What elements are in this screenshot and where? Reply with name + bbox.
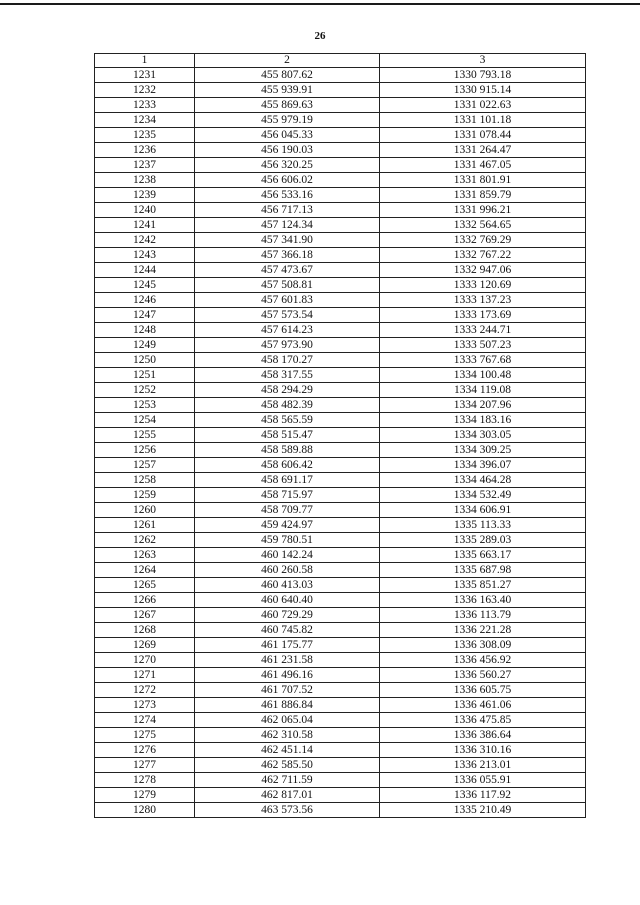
cell-point-number: 1260	[95, 503, 195, 518]
cell-y-coordinate: 1336 308.09	[380, 638, 586, 653]
cell-y-coordinate: 1335 289.03	[380, 533, 586, 548]
cell-point-number: 1264	[95, 563, 195, 578]
cell-x-coordinate: 457 573.54	[195, 308, 380, 323]
cell-y-coordinate: 1331 264.47	[380, 143, 586, 158]
cell-x-coordinate: 458 565.59	[195, 413, 380, 428]
cell-point-number: 1248	[95, 323, 195, 338]
cell-point-number: 1252	[95, 383, 195, 398]
cell-x-coordinate: 460 142.24	[195, 548, 380, 563]
cell-x-coordinate: 458 709.77	[195, 503, 380, 518]
cell-point-number: 1254	[95, 413, 195, 428]
cell-y-coordinate: 1336 221.28	[380, 623, 586, 638]
cell-y-coordinate: 1334 309.25	[380, 443, 586, 458]
cell-point-number: 1276	[95, 743, 195, 758]
table-row	[95, 773, 586, 788]
cell-x-coordinate: 458 170.27	[195, 353, 380, 368]
cell-y-coordinate: 1332 767.22	[380, 248, 586, 263]
cell-point-number: 1244	[95, 263, 195, 278]
cell-point-number: 1277	[95, 758, 195, 773]
cell-x-coordinate: 461 707.52	[195, 683, 380, 698]
cell-point-number: 1236	[95, 143, 195, 158]
cell-y-coordinate: 1336 213.01	[380, 758, 586, 773]
table-row	[95, 113, 586, 128]
cell-point-number: 1261	[95, 518, 195, 533]
table-row	[95, 413, 586, 428]
table-row	[95, 158, 586, 173]
table-row	[95, 503, 586, 518]
cell-x-coordinate: 458 317.55	[195, 368, 380, 383]
table-row	[95, 698, 586, 713]
cell-point-number: 1241	[95, 218, 195, 233]
cell-y-coordinate: 1335 663.17	[380, 548, 586, 563]
cell-x-coordinate: 460 745.82	[195, 623, 380, 638]
top-rule	[0, 3, 640, 5]
cell-point-number: 1269	[95, 638, 195, 653]
cell-x-coordinate: 459 780.51	[195, 533, 380, 548]
cell-y-coordinate: 1335 113.33	[380, 518, 586, 533]
cell-point-number: 1235	[95, 128, 195, 143]
cell-y-coordinate: 1331 022.63	[380, 98, 586, 113]
cell-point-number: 1278	[95, 773, 195, 788]
cell-y-coordinate: 1330 793.18	[380, 68, 586, 83]
table-row	[95, 428, 586, 443]
table-row	[95, 338, 586, 353]
cell-point-number: 1232	[95, 83, 195, 98]
cell-point-number: 1239	[95, 188, 195, 203]
table-row	[95, 563, 586, 578]
table-row	[95, 143, 586, 158]
cell-y-coordinate: 1334 464.28	[380, 473, 586, 488]
table-row	[95, 233, 586, 248]
table-row	[95, 173, 586, 188]
cell-x-coordinate: 456 320.25	[195, 158, 380, 173]
cell-x-coordinate: 462 065.04	[195, 713, 380, 728]
table-row	[95, 263, 586, 278]
cell-y-coordinate: 1336 461.06	[380, 698, 586, 713]
cell-y-coordinate: 1336 475.85	[380, 713, 586, 728]
cell-y-coordinate: 1334 396.07	[380, 458, 586, 473]
cell-y-coordinate: 1333 767.68	[380, 353, 586, 368]
cell-x-coordinate: 455 869.63	[195, 98, 380, 113]
cell-x-coordinate: 459 424.97	[195, 518, 380, 533]
cell-y-coordinate: 1331 078.44	[380, 128, 586, 143]
cell-x-coordinate: 457 473.67	[195, 263, 380, 278]
cell-x-coordinate: 462 310.58	[195, 728, 380, 743]
cell-x-coordinate: 461 175.77	[195, 638, 380, 653]
table-row	[95, 188, 586, 203]
cell-x-coordinate: 460 413.03	[195, 578, 380, 593]
cell-x-coordinate: 462 817.01	[195, 788, 380, 803]
cell-point-number: 1234	[95, 113, 195, 128]
cell-y-coordinate: 1336 560.27	[380, 668, 586, 683]
table-row	[95, 608, 586, 623]
cell-x-coordinate: 458 294.29	[195, 383, 380, 398]
cell-y-coordinate: 1331 859.79	[380, 188, 586, 203]
cell-y-coordinate: 1336 605.75	[380, 683, 586, 698]
cell-point-number: 1249	[95, 338, 195, 353]
cell-point-number: 1271	[95, 668, 195, 683]
cell-point-number: 1274	[95, 713, 195, 728]
table-row	[95, 323, 586, 338]
cell-x-coordinate: 462 451.14	[195, 743, 380, 758]
cell-x-coordinate: 462 585.50	[195, 758, 380, 773]
cell-x-coordinate: 455 807.62	[195, 68, 380, 83]
cell-x-coordinate: 457 614.23	[195, 323, 380, 338]
cell-x-coordinate: 456 045.33	[195, 128, 380, 143]
cell-x-coordinate: 458 515.47	[195, 428, 380, 443]
cell-point-number: 1231	[95, 68, 195, 83]
cell-y-coordinate: 1336 386.64	[380, 728, 586, 743]
cell-point-number: 1272	[95, 683, 195, 698]
cell-point-number: 1257	[95, 458, 195, 473]
cell-point-number: 1265	[95, 578, 195, 593]
table-row	[95, 743, 586, 758]
column-header-y: 3	[380, 54, 586, 68]
cell-x-coordinate: 455 979.19	[195, 113, 380, 128]
cell-y-coordinate: 1334 119.08	[380, 383, 586, 398]
cell-y-coordinate: 1334 100.48	[380, 368, 586, 383]
table-row	[95, 803, 586, 818]
cell-y-coordinate: 1335 687.98	[380, 563, 586, 578]
cell-point-number: 1237	[95, 158, 195, 173]
cell-point-number: 1242	[95, 233, 195, 248]
cell-point-number: 1258	[95, 473, 195, 488]
cell-point-number: 1247	[95, 308, 195, 323]
table-row	[95, 353, 586, 368]
cell-point-number: 1263	[95, 548, 195, 563]
table-row	[95, 533, 586, 548]
cell-y-coordinate: 1333 137.23	[380, 293, 586, 308]
table-row	[95, 98, 586, 113]
cell-x-coordinate: 457 341.90	[195, 233, 380, 248]
table-row	[95, 653, 586, 668]
cell-y-coordinate: 1334 532.49	[380, 488, 586, 503]
cell-point-number: 1256	[95, 443, 195, 458]
cell-x-coordinate: 456 606.02	[195, 173, 380, 188]
cell-point-number: 1267	[95, 608, 195, 623]
cell-point-number: 1246	[95, 293, 195, 308]
cell-x-coordinate: 460 640.40	[195, 593, 380, 608]
table-row	[95, 128, 586, 143]
cell-x-coordinate: 456 190.03	[195, 143, 380, 158]
cell-y-coordinate: 1332 769.29	[380, 233, 586, 248]
table-row	[95, 623, 586, 638]
cell-x-coordinate: 458 691.17	[195, 473, 380, 488]
table-row	[95, 293, 586, 308]
table-row	[95, 398, 586, 413]
cell-point-number: 1259	[95, 488, 195, 503]
cell-point-number: 1270	[95, 653, 195, 668]
table-row	[95, 713, 586, 728]
cell-point-number: 1266	[95, 593, 195, 608]
table-row	[95, 278, 586, 293]
page-number: 26	[314, 30, 326, 42]
cell-x-coordinate: 457 508.81	[195, 278, 380, 293]
cell-y-coordinate: 1334 606.91	[380, 503, 586, 518]
table-row	[95, 758, 586, 773]
cell-x-coordinate: 457 124.34	[195, 218, 380, 233]
cell-x-coordinate: 461 886.84	[195, 698, 380, 713]
cell-y-coordinate: 1336 117.92	[380, 788, 586, 803]
table-row	[95, 638, 586, 653]
column-header-x: 2	[195, 54, 380, 68]
cell-y-coordinate: 1330 915.14	[380, 83, 586, 98]
cell-point-number: 1275	[95, 728, 195, 743]
table-row	[95, 788, 586, 803]
cell-point-number: 1251	[95, 368, 195, 383]
cell-x-coordinate: 461 496.16	[195, 668, 380, 683]
table-row	[95, 383, 586, 398]
cell-y-coordinate: 1334 207.96	[380, 398, 586, 413]
table-row	[95, 368, 586, 383]
cell-x-coordinate: 457 366.18	[195, 248, 380, 263]
cell-point-number: 1253	[95, 398, 195, 413]
cell-y-coordinate: 1332 564.65	[380, 218, 586, 233]
cell-y-coordinate: 1334 303.05	[380, 428, 586, 443]
table-row	[95, 83, 586, 98]
table-row	[95, 548, 586, 563]
cell-point-number: 1240	[95, 203, 195, 218]
cell-point-number: 1250	[95, 353, 195, 368]
cell-x-coordinate: 456 717.13	[195, 203, 380, 218]
table-row	[95, 458, 586, 473]
cell-y-coordinate: 1331 996.21	[380, 203, 586, 218]
cell-x-coordinate: 460 260.58	[195, 563, 380, 578]
table-row	[95, 488, 586, 503]
cell-x-coordinate: 463 573.56	[195, 803, 380, 818]
table-row	[95, 668, 586, 683]
cell-y-coordinate: 1331 467.05	[380, 158, 586, 173]
table-row	[95, 68, 586, 83]
column-header-point-number: 1	[95, 54, 195, 68]
cell-x-coordinate: 458 606.42	[195, 458, 380, 473]
cell-x-coordinate: 457 973.90	[195, 338, 380, 353]
coordinates-table	[94, 53, 586, 818]
table-row	[95, 578, 586, 593]
cell-point-number: 1280	[95, 803, 195, 818]
table-row	[95, 203, 586, 218]
cell-x-coordinate: 458 482.39	[195, 398, 380, 413]
cell-y-coordinate: 1336 113.79	[380, 608, 586, 623]
table-row	[95, 308, 586, 323]
cell-y-coordinate: 1332 947.06	[380, 263, 586, 278]
cell-y-coordinate: 1336 055.91	[380, 773, 586, 788]
cell-y-coordinate: 1333 173.69	[380, 308, 586, 323]
table-row	[95, 248, 586, 263]
cell-y-coordinate: 1334 183.16	[380, 413, 586, 428]
cell-y-coordinate: 1335 851.27	[380, 578, 586, 593]
cell-x-coordinate: 461 231.58	[195, 653, 380, 668]
cell-point-number: 1273	[95, 698, 195, 713]
table-body	[95, 68, 586, 818]
table-row	[95, 473, 586, 488]
cell-x-coordinate: 460 729.29	[195, 608, 380, 623]
cell-y-coordinate: 1336 310.16	[380, 743, 586, 758]
cell-x-coordinate: 455 939.91	[195, 83, 380, 98]
table-row	[95, 728, 586, 743]
table-row	[95, 683, 586, 698]
table-row	[95, 593, 586, 608]
cell-y-coordinate: 1333 120.69	[380, 278, 586, 293]
cell-x-coordinate: 458 715.97	[195, 488, 380, 503]
table-row	[95, 518, 586, 533]
cell-y-coordinate: 1331 801.91	[380, 173, 586, 188]
cell-point-number: 1245	[95, 278, 195, 293]
cell-y-coordinate: 1331 101.18	[380, 113, 586, 128]
cell-y-coordinate: 1336 163.40	[380, 593, 586, 608]
cell-x-coordinate: 458 589.88	[195, 443, 380, 458]
cell-point-number: 1233	[95, 98, 195, 113]
cell-y-coordinate: 1333 507.23	[380, 338, 586, 353]
cell-point-number: 1238	[95, 173, 195, 188]
table-row	[95, 218, 586, 233]
cell-x-coordinate: 462 711.59	[195, 773, 380, 788]
cell-point-number: 1262	[95, 533, 195, 548]
table-row	[95, 443, 586, 458]
cell-point-number: 1268	[95, 623, 195, 638]
cell-x-coordinate: 457 601.83	[195, 293, 380, 308]
cell-point-number: 1255	[95, 428, 195, 443]
cell-x-coordinate: 456 533.16	[195, 188, 380, 203]
cell-point-number: 1243	[95, 248, 195, 263]
cell-y-coordinate: 1333 244.71	[380, 323, 586, 338]
cell-point-number: 1279	[95, 788, 195, 803]
cell-y-coordinate: 1336 456.92	[380, 653, 586, 668]
cell-y-coordinate: 1335 210.49	[380, 803, 586, 818]
table-header-row	[95, 54, 586, 68]
